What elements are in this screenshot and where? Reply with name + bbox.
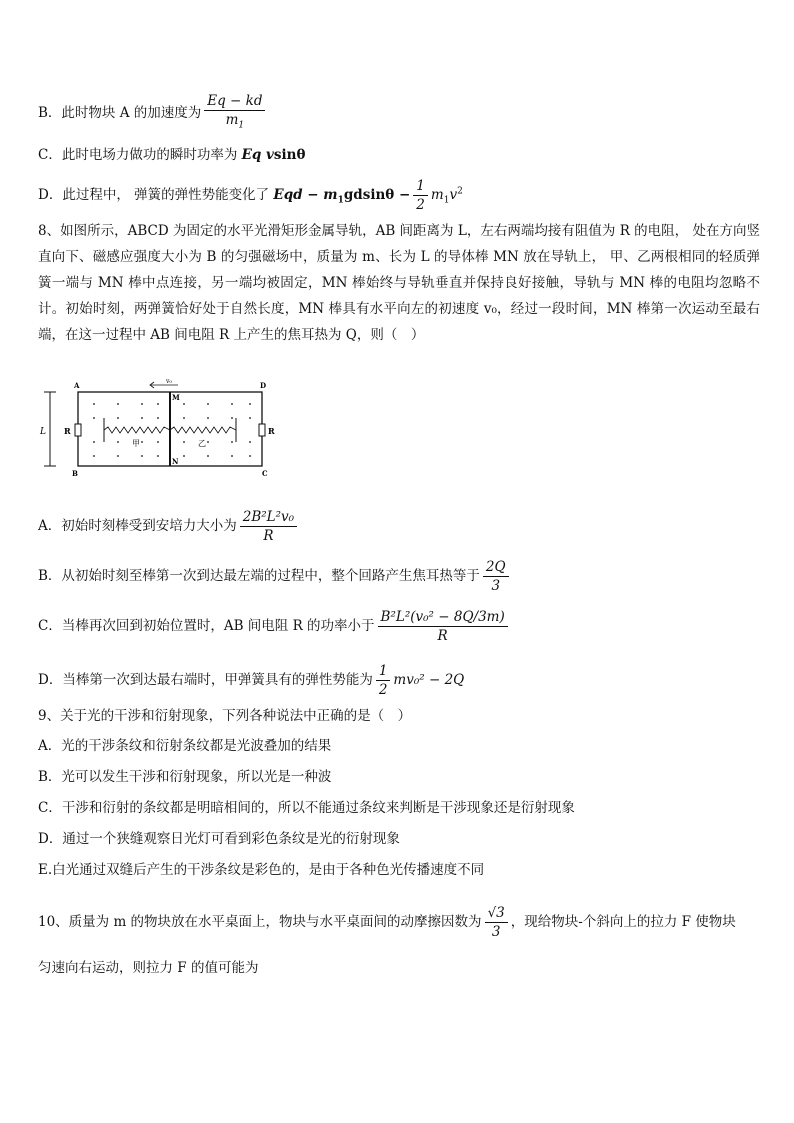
q7-option-d: D．此过程中， 弹簧的弹性势能变化了 Eqd − $m_1gdsin\theta$ − $\frac{1}{2}$ $m_1v^2$ [38, 178, 463, 213]
q8-c-fraction: $\frac{\text{B²L²(v₀² − 8Q/3m)}}{R}$ [378, 608, 508, 645]
magnetic-field-dots [93, 403, 251, 457]
label-r-right: R [268, 426, 275, 436]
q8-option-b: B．从初始时刻至棒第一次到达最左端的过程中，整个回路产生焦耳热等于 $\frac{2Q}{3}$ [38, 558, 512, 595]
q9-option-a: A．光的干涉条纹和衍射条纹都是光波叠加的结果 [38, 738, 332, 754]
q9-option-c: C．干涉和衍射的条纹都是明暗相间的，所以不能通过条纹来判断是干涉现象还是衍射现象 [38, 800, 575, 816]
q7-option-b: B．此时物块 A 的加速度为 $\frac{Eq - kd}{m_1}$ [38, 92, 268, 135]
q8-circuit-figure [38, 378, 278, 482]
label-jia: 甲 [132, 439, 140, 448]
label-a: A [74, 381, 80, 390]
q7-option-c: C．此时电场力做功的瞬时功率为 Eq vsinθ [38, 147, 306, 163]
q8-d-fraction: $\frac{1}{2}$ [376, 662, 391, 699]
label-r-left: R [64, 426, 71, 436]
label-m: M [172, 393, 180, 402]
label-n: N [172, 457, 179, 466]
q8-option-a: A．初始时刻棒受到安培力大小为 $\frac{\text{2B²L²v₀}}{R}$ [38, 508, 300, 545]
q9-option-d: D．通过一个狭缝观察日光灯可看到彩色条纹是光的衍射现象 [38, 831, 400, 847]
q8-b-fraction: $\frac{2Q}{3}$ [483, 558, 509, 595]
q10-stem-line1: 10、质量为 m 的物块放在水平桌面上，物块与水平桌面间的动摩擦因数为 $\frac{√3}{3}$ ，现给物块-个斜向上的拉力 F 使物块 [38, 905, 736, 940]
q8-option-c: C．当棒再次回到初始位置时，AB 间电阻 R 的功率小于 $\frac{\text{B²L²(v₀² − 8Q/3m)}}{R}$ [38, 608, 511, 645]
q9-stem: 9、关于光的干涉和衍射现象，下列各种说法中正确的是（ ） [38, 708, 412, 724]
label-l: L [40, 427, 46, 437]
q9-option-b: B．光可以发生干涉和衍射现象，所以光是一种波 [38, 769, 332, 785]
q8-option-d: D．当棒第一次到达最右端时，甲弹簧具有的弹性势能为 $\frac{1}{2}$ mv₀² − 2Q [38, 663, 465, 698]
label-c: C [262, 469, 268, 478]
label-d: D [260, 381, 267, 390]
q8-a-fraction: $\frac{\text{2B²L²v₀}}{R}$ [240, 508, 297, 545]
q7-d-fraction: $\frac{1}{2}$ [413, 177, 428, 214]
label-yi: 乙 [198, 439, 206, 448]
label-v0: v₀ [166, 378, 172, 385]
label-b: B [72, 469, 78, 478]
q7-b-fraction: $\frac{Eq - kd}{m_1}$ [204, 92, 265, 135]
q10-fraction: $\frac{√3}{3}$ [485, 904, 508, 941]
q8-stem: 8、如图所示，ABCD 为固定的水平光滑矩形金属导轨，AB 间距离为 L，左右两端均接有阻值为 R 的电阻， 处在方向竖直向下、磁感应强度大小为 B 的匀强磁场中，质量为 m、长为 L 的导体棒 MN 放在导轨上， 甲、乙两根相同的轻质弹簧一端与 MN 棒中点连接，另一端均被固定，MN 棒始终与导轨垂直并保持良好接触，导轨与 MN 棒的电阻均忽略不计。初始时刻，两弹簧恰好处于自然长度，MN 棒具有水平向左的初速度 v₀，经过一段时间，MN 棒第一次运动至最右端，在这一过程中 AB 间电阻 R 上产生的焦耳热为 Q，则（ ） [38, 223, 760, 343]
q10-stem-line2: 匀速向右运动，则拉力 F 的值可能为 [38, 960, 259, 976]
q9-option-e: E.白光通过双缝后产生的干涉条纹是彩色的，是由于各种色光传播速度不同 [38, 862, 485, 878]
